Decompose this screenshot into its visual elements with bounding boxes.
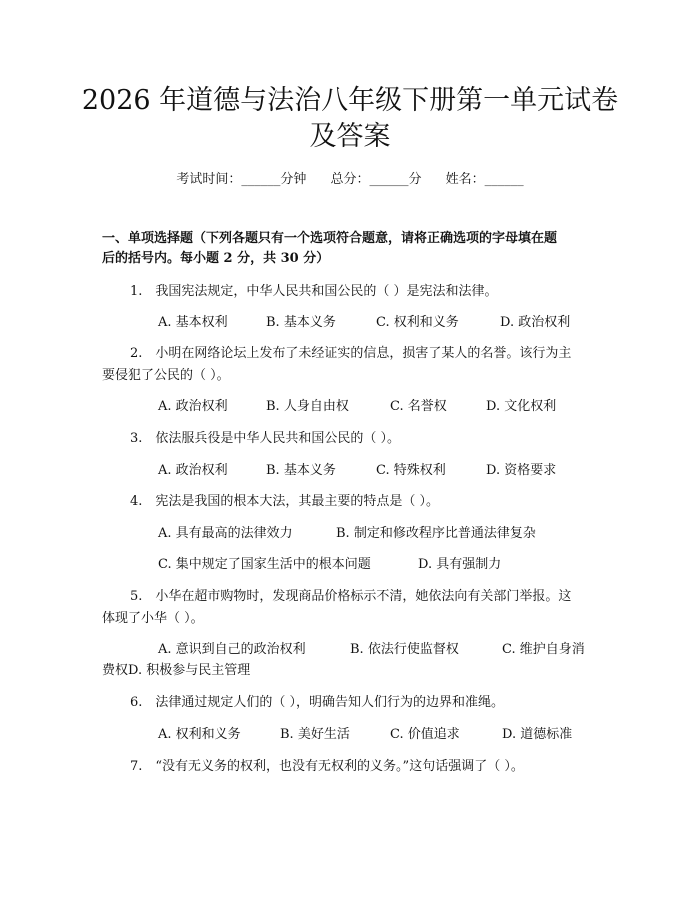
- question-7: 7. “没有无义务的权利，也没有无权利的义务。”这句话强调了（ ）。: [130, 759, 524, 774]
- option-a: A. 意识到自己的政治权利: [158, 642, 306, 657]
- question-4-options-row1: [158, 523, 536, 545]
- question-3-options: [158, 460, 556, 482]
- option-c: C. 特殊权利: [376, 463, 446, 478]
- option-a: A. 具有最高的法律效力: [158, 526, 293, 541]
- option-d: D. 积极参与民主管理: [128, 663, 251, 678]
- question-2-options: [158, 396, 556, 418]
- option-d: D. 具有强制力: [418, 557, 502, 572]
- option-b: B. 基本义务: [266, 463, 336, 478]
- question-5-options-row2: [102, 660, 250, 682]
- option-d: D. 道德标准: [502, 727, 573, 742]
- question-6-options: [158, 724, 572, 746]
- question-1-options: [158, 312, 570, 334]
- question-4-options-row2: [158, 554, 501, 576]
- exam-time: 考试时间：______分钟: [176, 172, 307, 187]
- exam-title-line2: 及答案: [309, 121, 391, 152]
- option-b: B. 依法行使监督权: [350, 642, 459, 657]
- question-5-line2: 体现了小华（ ）。: [102, 611, 204, 626]
- option-a: A. 权利和义务: [158, 727, 241, 742]
- question-3: 3. 依法服兵役是中华人民共和国公民的（ ）。: [130, 431, 401, 446]
- option-c: C. 维护自身消: [502, 642, 585, 657]
- question-4: 4. 宪法是我国的根本大法，其最主要的特点是（ ）。: [130, 494, 440, 509]
- option-d: D. 资格要求: [486, 463, 557, 478]
- question-5-options-row1: [158, 639, 585, 661]
- option-b: B. 基本义务: [266, 315, 336, 330]
- option-c: C. 集中规定了国家生活中的根本问题: [158, 557, 371, 572]
- option-d: D. 政治权利: [500, 315, 571, 330]
- section-heading-line1: 一、单项选择题（下列各题只有一个选项符合题意，请将正确选项的字母填在题: [102, 231, 558, 246]
- question-6: 6. 法律通过规定人们的（ ），明确告知人们行为的边界和准绳。: [130, 695, 505, 710]
- question-2-line2: 要侵犯了公民的（ ）。: [102, 368, 230, 383]
- exam-student-name: 姓名：______: [445, 172, 524, 187]
- exam-meta: [0, 168, 700, 187]
- option-a: A. 基本权利: [158, 315, 228, 330]
- question-1: 1. 我国宪法规定，中华人民共和国公民的（ ）是宪法和法律。: [130, 284, 498, 299]
- option-b: B. 制定和修改程序比普通法律复杂: [336, 526, 536, 541]
- section-heading-line2: 后的括号内。每小题 2 分，共 30 分）: [102, 251, 330, 266]
- option-d: D. 文化权利: [486, 399, 557, 414]
- option-b: B. 人身自由权: [266, 399, 349, 414]
- exam-title-line1: 2026 年道德与法治八年级下册第一单元试卷: [81, 85, 619, 116]
- option-c: C. 价值追求: [390, 727, 460, 742]
- question-2-line1: 2. 小明在网络论坛上发布了未经证实的信息，损害了某人的名誉。该行为主: [130, 346, 572, 361]
- option-c: C. 权利和义务: [376, 315, 459, 330]
- option-c: C. 名誉权: [390, 399, 447, 414]
- question-5-line1: 5. 小华在超市购物时，发现商品价格标示不清，她依法向有关部门举报。这: [130, 589, 572, 604]
- exam-total-score: 总分：______分: [330, 172, 422, 187]
- option-c-continued: 费权: [102, 663, 129, 678]
- option-a: A. 政治权利: [158, 463, 228, 478]
- option-a: A. 政治权利: [158, 399, 228, 414]
- option-b: B. 美好生活: [280, 727, 350, 742]
